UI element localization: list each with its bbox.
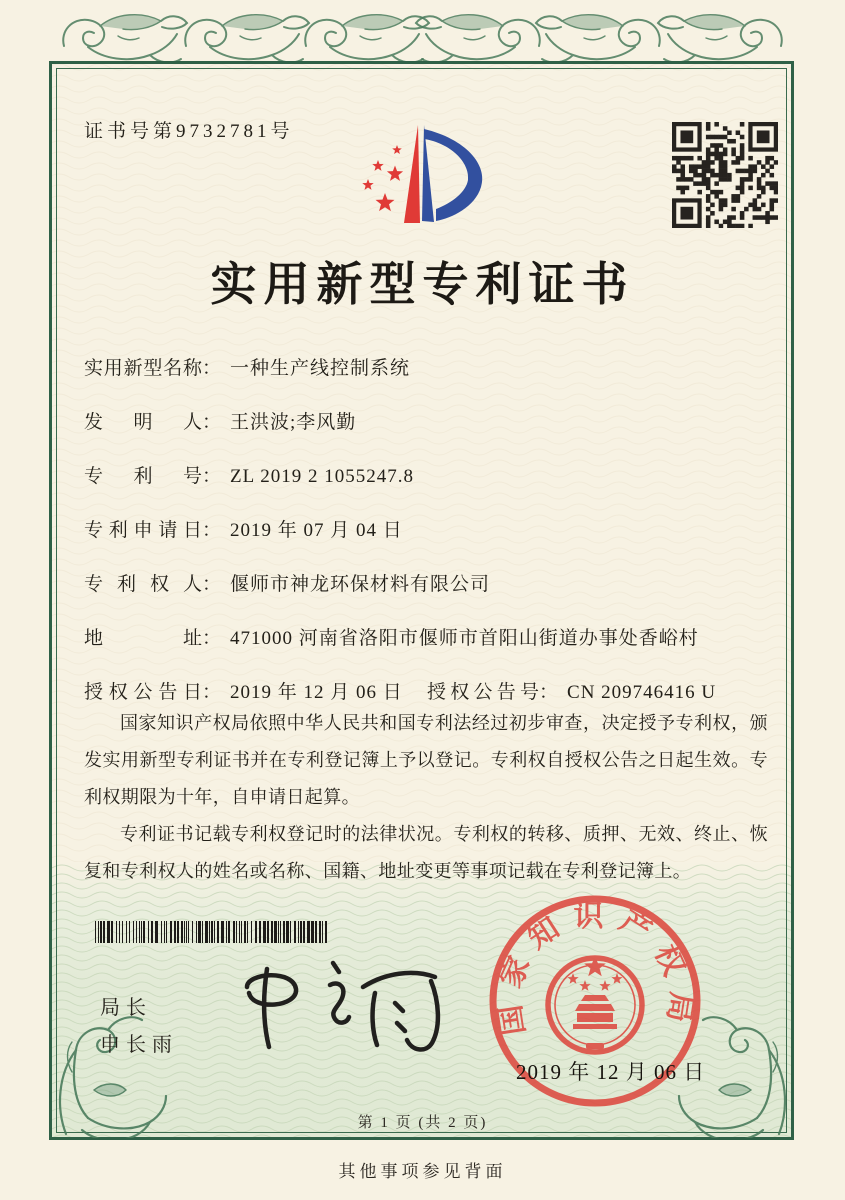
- seal-text: 国家知识产权局: [491, 899, 699, 1038]
- field-value: 一种生产线控制系统: [230, 358, 411, 379]
- field-row-filing-date: 专利申请日： 2019 年 07 月 04 日: [84, 515, 774, 539]
- field-label: 专利号: [84, 466, 202, 487]
- field-row-grant: 授权公告日： 2019 年 12 月 06 日 授权公告号： CN 209746416 U: [84, 677, 774, 701]
- field-label: 地址: [84, 628, 202, 649]
- field-row-patent-no: 专利号： ZL 2019 2 1055247.8: [84, 461, 774, 485]
- certificate-number: 证书号第9732781号: [84, 121, 294, 142]
- field-row-inventor: 发明人： 王洪波;李风勤: [84, 407, 774, 431]
- field-row-address: 地址： 471000 河南省洛阳市偃师市首阳山街道办事处香峪村: [84, 623, 774, 647]
- field-label: 授权公告号: [427, 682, 539, 703]
- field-value: 王洪波;李风勤: [230, 412, 357, 433]
- field-label: 专利权人: [84, 574, 202, 595]
- field-value: 471000 河南省洛阳市偃师市首阳山街道办事处香峪村: [230, 628, 699, 649]
- field-row-patentee: 专利权人： 偃师市神龙环保材料有限公司: [84, 569, 774, 593]
- legal-text: [84, 705, 768, 890]
- field-label: 授权公告日: [84, 682, 202, 703]
- qr-code-icon: [672, 122, 778, 228]
- legal-paragraph-1: 国家知识产权局依照中华人民共和国专利法经过初步审查，决定授予专利权，颁发实用新型专利证书并在专利登记簿上予以登记。专利权自授权公告之日起生效。专利权期限为十年，自申请日起算。: [84, 713, 768, 807]
- director-name: 申长雨: [100, 1034, 178, 1056]
- field-row-name: 实用新型名称： 一种生产线控制系统: [84, 353, 774, 377]
- legal-paragraph-2: 专利证书记载专利权登记时的法律状况。专利权的转移、质押、无效、终止、恢复和专利权人的姓名或名称、国籍、地址变更等事项记载在专利登记簿上。: [84, 824, 768, 881]
- certificate-title: 实用新型专利证书: [210, 259, 635, 310]
- field-label: 发明人: [84, 412, 202, 433]
- dragon-ornament-band: [0, 2, 845, 66]
- field-label: 专利申请日: [84, 520, 202, 541]
- field-label: 实用新型名称: [84, 358, 202, 379]
- field-value: ZL 2019 2 1055247.8: [230, 466, 415, 487]
- field-list: [84, 353, 774, 731]
- grant-date: 2019 年 12 月 06 日: [230, 682, 403, 703]
- grant-number: CN 209746416 U: [567, 682, 717, 703]
- field-value: 偃师市神龙环保材料有限公司: [230, 574, 491, 595]
- cnipa-logo-icon: [338, 117, 520, 239]
- barcode-icon: [95, 921, 330, 943]
- director-title: 局长: [100, 997, 152, 1019]
- seal-date: 2019 年 12 月 06 日: [516, 1060, 706, 1084]
- back-side-note: 其他事项参见背面: [338, 1162, 507, 1181]
- director-signature: [235, 955, 445, 1060]
- page-number: 第 1 页 (共 2 页): [357, 1115, 488, 1131]
- grant-no-pair: 授权公告号： CN 209746416 U: [427, 677, 716, 704]
- field-value: 2019 年 07 月 04 日: [230, 520, 403, 541]
